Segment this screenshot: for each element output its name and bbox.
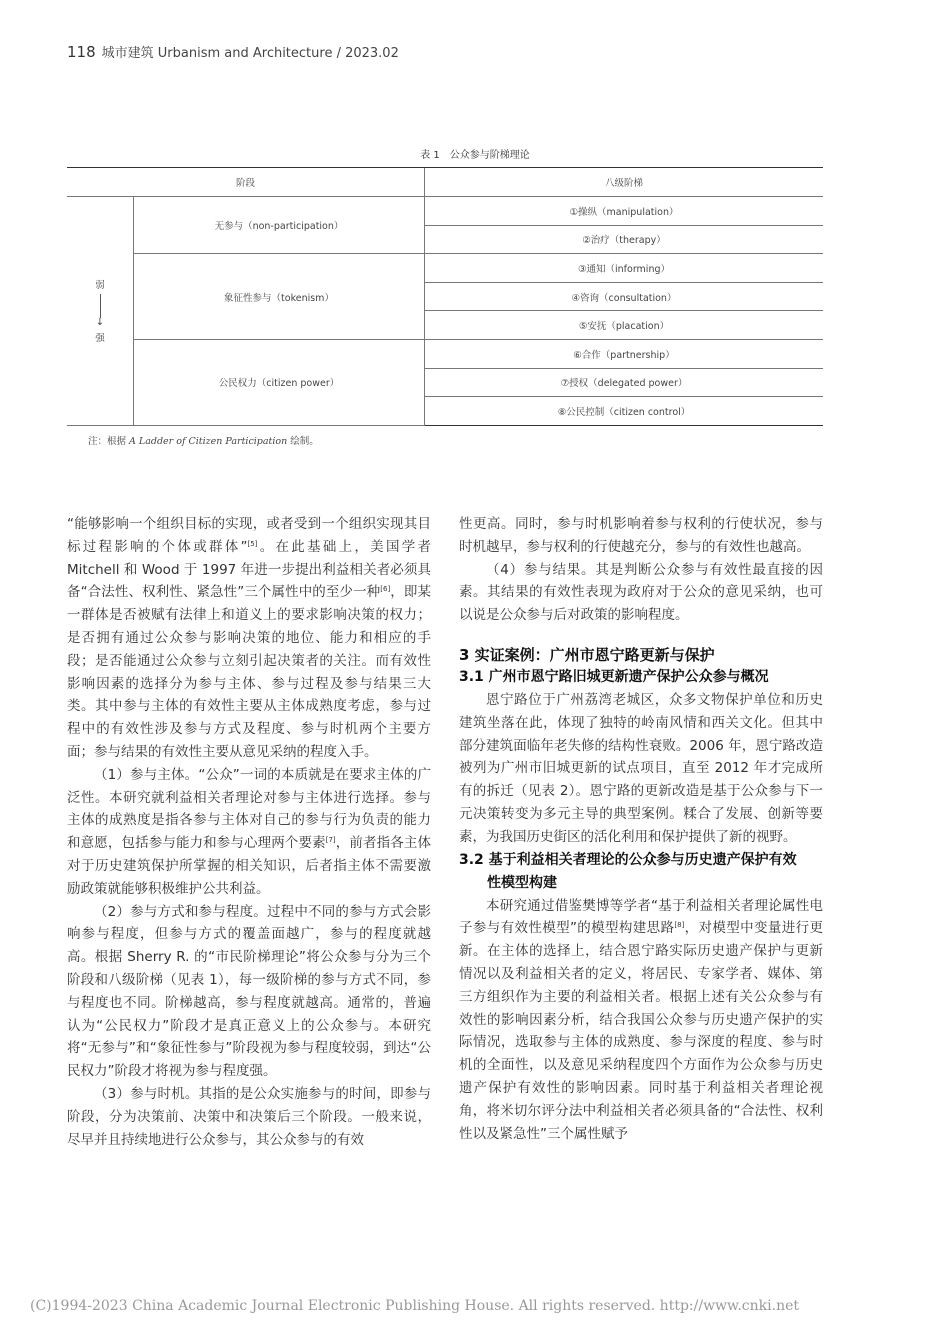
rung-cell: ⑥合作（partnership）	[425, 339, 824, 368]
rung-cell: ②治疗（therapy）	[425, 225, 824, 254]
rung-cell: ⑦授权（delegated power）	[425, 368, 824, 397]
rung-cell: ⑧公民控制（citizen control）	[425, 397, 824, 426]
strong-label: 强	[95, 333, 105, 345]
paragraph: （3）参与时机。其指的是公众实施参与的时间，即参与阶段，分为决策前、决策中和决策后三个阶段。一般来说，尽早并且持续地进行公众参与，其公众参与的有效	[67, 1085, 431, 1148]
note-prefix: 注：根据	[88, 436, 130, 447]
table-note	[88, 433, 319, 447]
rung-cell: ③通知（informing）	[425, 254, 824, 283]
text: ，即某一群体是否被赋有法律上和道义上的要求影响决策的权力；是否拥有通过公众参与影响决策的地位、能力和相应的手段；是否能通过公众参与立刻引起决策者的关注。而有效性影响因素的选择分为参与主体、参与过程及参与结果三大类。其中参与主体的有效性主要从主体成熟度考虑，参与过程中的有效性涉及参与方式及程度、参与时机两个主要方面；参与结果的有效性主要从意见采纳的程度入手。	[67, 584, 431, 760]
arrow-shaft	[100, 294, 101, 318]
paragraph: 恩宁路位于广州荔湾老城区，众多文物保护单位和历史建筑坐落在此，体现了独特的岭南风情和西关文化。但其中部分建筑面临年老失修的结构性衰败。2006 年，恩宁路改造被列为广州市旧城更新的试点项目，直至 2012 年才完成所有的拆迁（见表 2）。恩宁路的更新改造是基于公众参与下一元决策转变为多元主导的典型案例。糅合了发展、创新等要素，为我国历史街区的活化利用和保护提供了新的视野。	[459, 691, 823, 845]
header-stage: 阶段	[67, 168, 425, 197]
arrow-down-icon: ↓	[95, 317, 105, 329]
rung-cell: ⑤安抚（placation）	[425, 311, 824, 340]
paragraph: 性更高。同时，参与时机影响着参与权利的行使状况，参与时机越早，参与权利的行使越充分，参与的有效性也越高。	[459, 516, 823, 555]
note-suffix: 绘制。	[287, 436, 319, 447]
text: （1）参与主体。“公众”一词的本质就是在要求主体的广泛性。本研究就利益相关者理论对参与主体进行选择。参与主体的成熟度是指各参与主体对自己的参与行为负责的能力和意愿，包括参与能力和参与心理两个要素	[67, 766, 431, 852]
paragraph: （2）参与方式和参与程度。过程中不同的参与方式会影响参与程度，但参与方式的覆盖面越广，参与的程度就越高。根据 Sherry R. 的“市民阶梯理论”将公众参与分为三个阶段和八级阶梯（见表 1），每一级阶梯的参与方式不同，参与程度也不同。阶梯越高，参与程度就越高。通常的，普遍认为“公民权力”阶段才是真正意义上的公众参与。本研究将“无参与”和“象征性参与”阶段视为参与程度较弱，到达“公民权力”阶段才将视为参与程度强。	[67, 903, 431, 1080]
citation: [6]	[380, 585, 391, 594]
rung-cell: ④咨询（consultation）	[425, 282, 824, 311]
citation: [8]	[674, 921, 685, 930]
header-ladder: 八级阶梯	[425, 168, 824, 197]
section-heading: 3 实证案例：广州市恩宁路更新与保护	[459, 645, 715, 664]
paragraph	[67, 513, 431, 764]
subsection-heading: 3.1 广州市恩宁路旧城更新遗产保护公众参与概况	[459, 668, 769, 685]
citation: [7]	[325, 836, 336, 845]
stage-cell: 象征性参与（tokenism）	[134, 254, 425, 340]
paragraph	[459, 895, 823, 1146]
weak-label: 弱	[95, 280, 105, 292]
copyright-footer: (C)1994-2023 China Academic Journal Electronic Publishing House. All rights reserved. http://www.cnki.net	[30, 1298, 800, 1314]
journal-title: 城市建筑 Urbanism and Architecture / 2023.02	[101, 46, 399, 61]
text: ，前者指各主体对于历史建筑保护所掌握的相关知识，后者指主体不需要激励政策就能够积极维护公共利益。	[67, 835, 432, 897]
left-column	[67, 513, 431, 1151]
right-column	[459, 513, 823, 1145]
heading-line: 3.2 基于利益相关者理论的公众参与历史遗产保护有效	[459, 851, 797, 868]
paragraph	[67, 764, 431, 901]
ladder-table	[67, 167, 823, 426]
stage-cell: 公民权力（citizen power）	[134, 339, 425, 425]
paragraph: （4）参与结果。其是判断公众参与有效性最直接的因素。其结果的有效性表现为政府对于公众的意见采纳，也可以说是公众参与后对政策的影响程度。	[459, 561, 823, 624]
text: 本研究通过借鉴樊博等学者“基于利益相关者理论属性电子参与有效性模型”的模型构建思路	[459, 897, 823, 937]
citation: [5]	[247, 539, 258, 548]
heading-line: 性模型构建	[487, 874, 557, 891]
text: “能够影响一个组织目标的实现，或者受到一个组织实现其目标过程影响的个体或群体”	[67, 516, 431, 555]
subsection-heading	[459, 849, 823, 895]
note-source-title: A Ladder of Citizen Participation	[129, 436, 288, 447]
table-caption: 表 1 公众参与阶梯理论	[420, 150, 530, 161]
page-number: 118	[67, 43, 96, 61]
weak-strong-arrow	[67, 197, 134, 426]
stage-cell: 无参与（non-participation）	[134, 197, 425, 254]
text: 。在此基础上，美国学者 Mitchell 和 Wood 于 1997 年进一步提出利益相关者必须具备“合法性、权利性、紧急性”三个属性中的至少一种	[67, 538, 432, 601]
rung-cell: ①操纵（manipulation）	[425, 197, 824, 226]
running-header	[67, 42, 399, 61]
text: ，对模型中变量进行更新。在主体的选择上，结合恩宁路实际历史遗产保护与更新情况以及利益相关者的定义，将居民、专家学者、媒体、第三方组织作为主要的利益相关者。根据上述有关公众参与有效性的影响因素分析，结合我国公众参与历史遗产保护的实际情况，选取参与主体的成熟度、参与深度的程度、参与时机的全面性，以及意见采纳程度四个方面作为公众参与历史遗产保护有效性的影响因素。同时基于利益相关者理论视角，将米切尔评分法中利益相关者必须具备的“合法性、权利性以及紧急性”三个属性赋予	[459, 920, 823, 1142]
